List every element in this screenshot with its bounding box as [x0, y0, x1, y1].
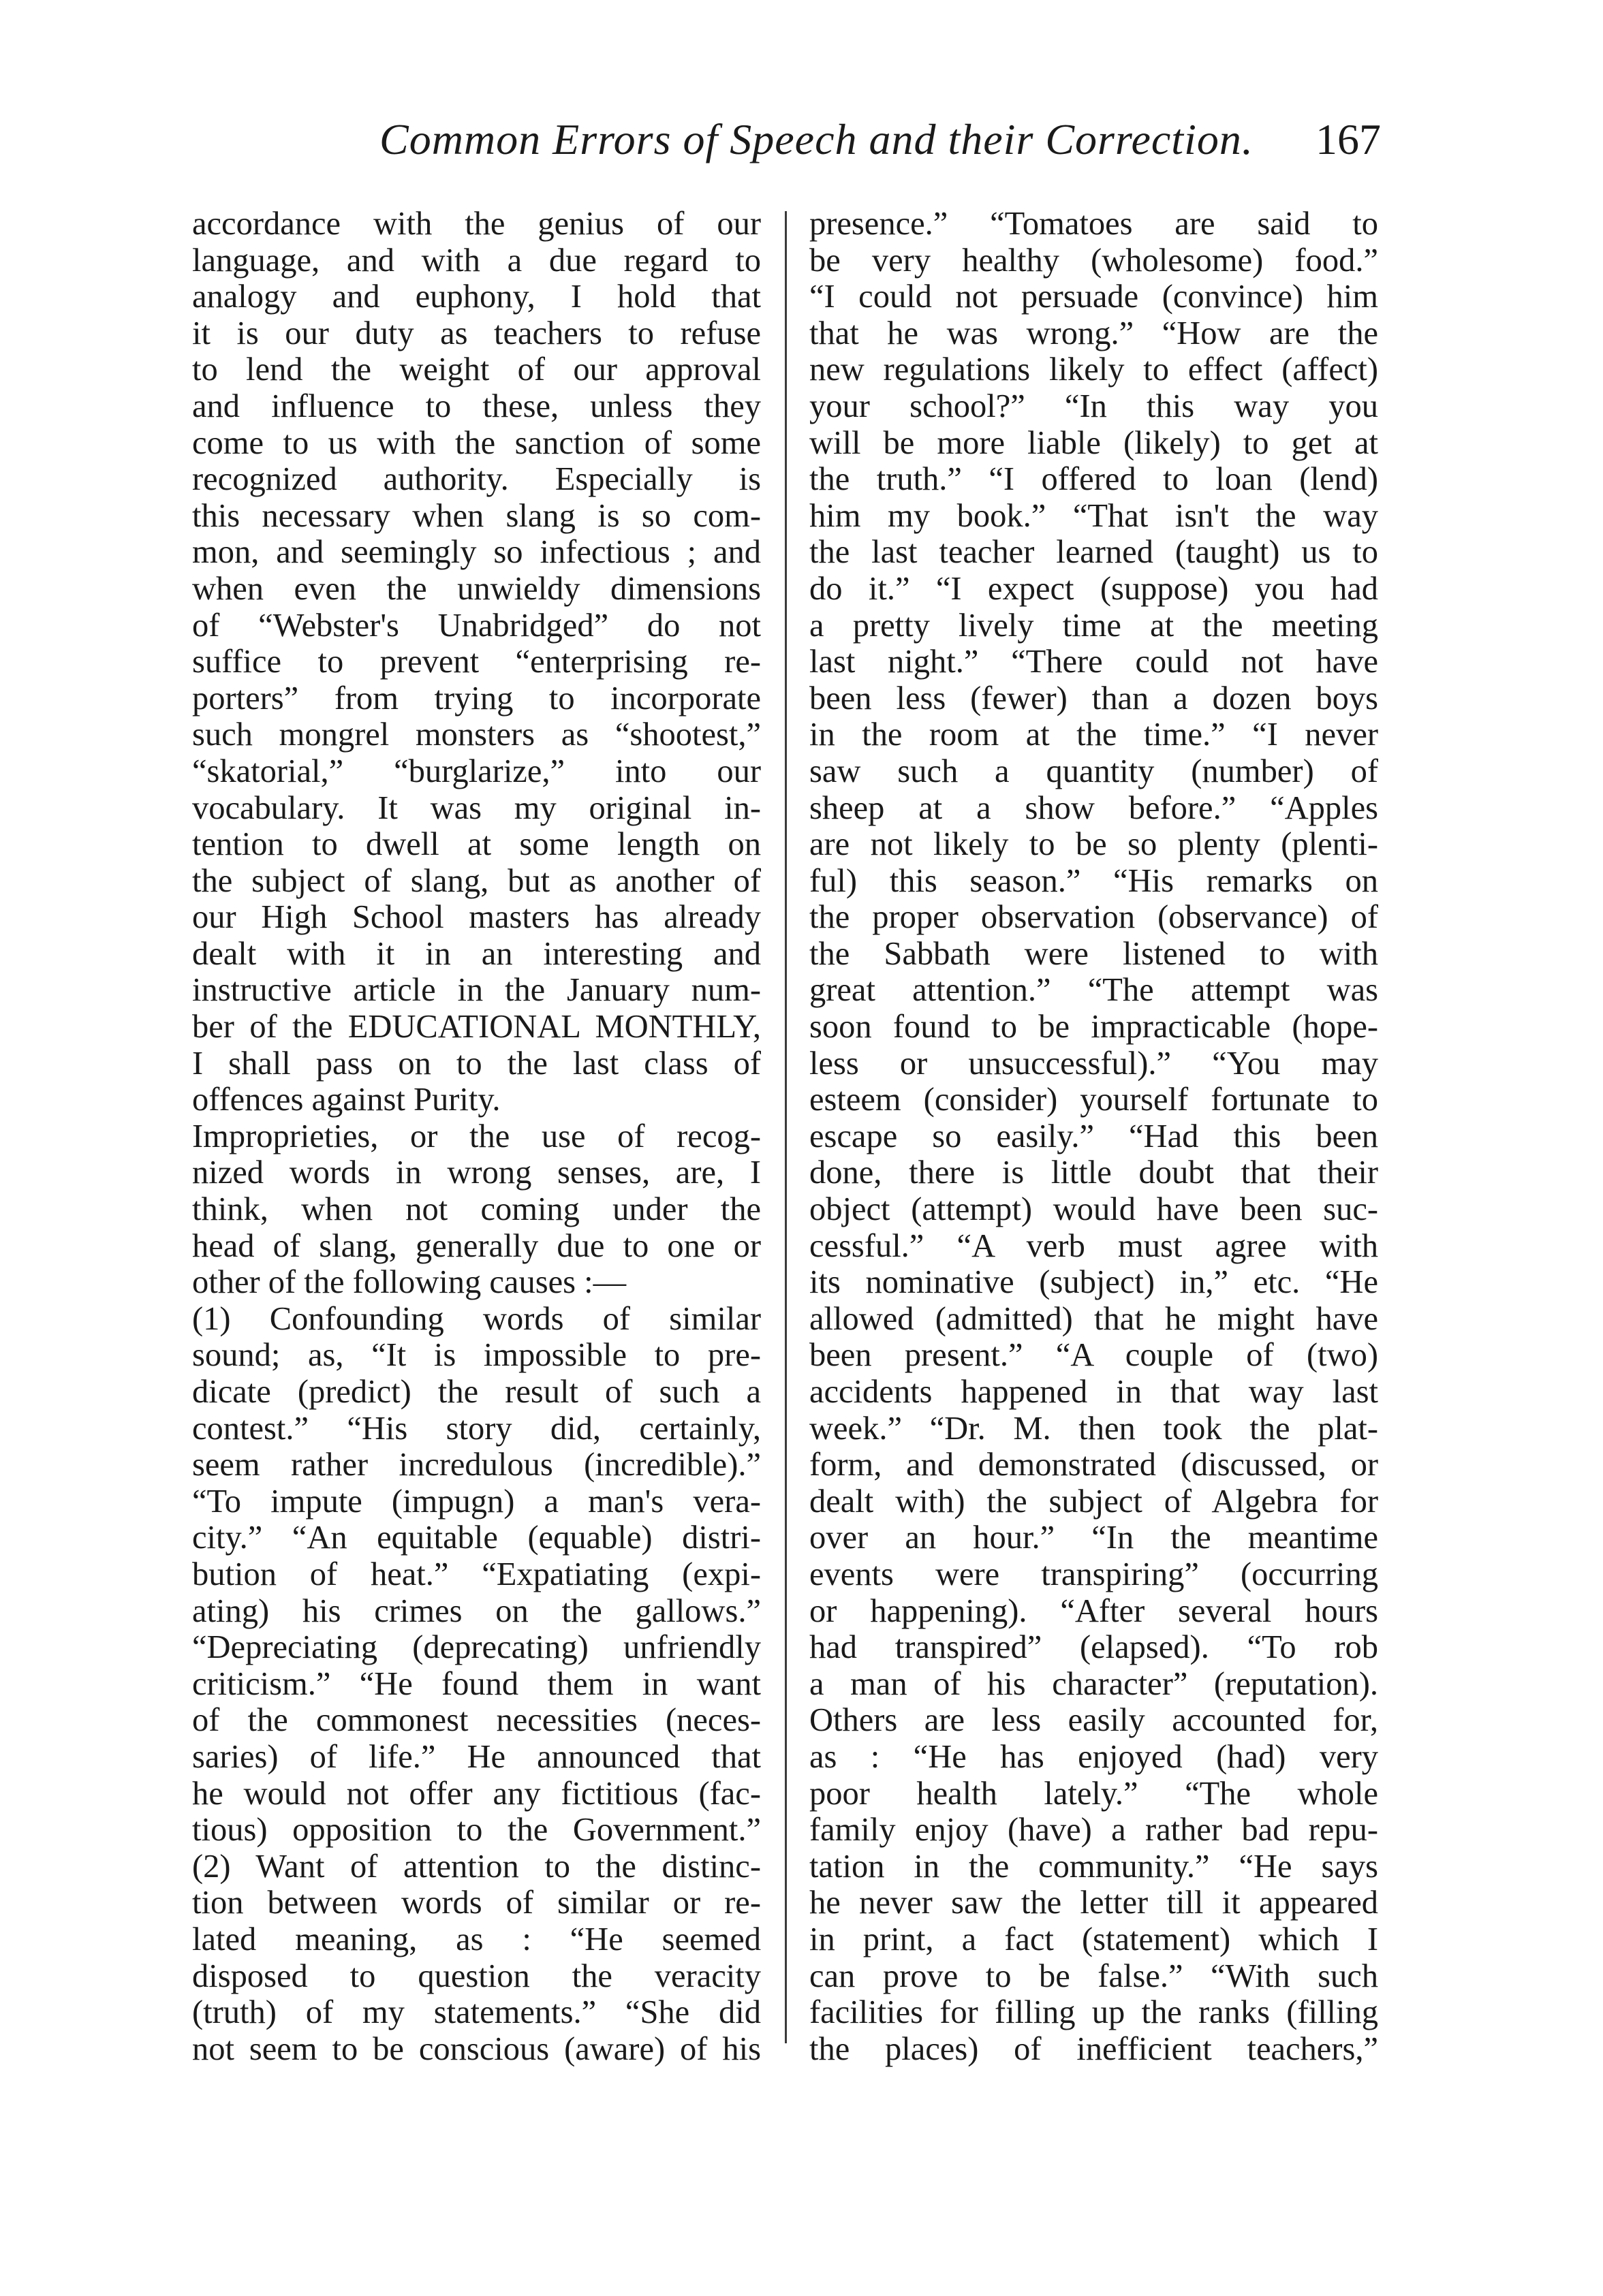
text-line: the last teacher learned (taught) us to [809, 534, 1378, 571]
text-line: (truth) of my statements.” “She did [192, 1994, 761, 2031]
text-line: he would not offer any fictitious (fac- [192, 1775, 761, 1812]
text-line: the truth.” “I offered to loan (lend) [809, 461, 1378, 498]
column-divider [785, 211, 787, 2043]
text-line: family enjoy (have) a rather bad repu- [809, 1812, 1378, 1849]
text-line: had transpired” (elapsed). “To rob [809, 1629, 1378, 1666]
text-line: its nominative (subject) in,” etc. “He [809, 1264, 1378, 1301]
text-line: “To impute (impugn) a man's vera- [192, 1483, 761, 1520]
text-line: “skatorial,” “burglarize,” into our [192, 753, 761, 789]
text-line: he never saw the letter till it appeared [809, 1885, 1378, 1921]
text-line: tention to dwell at some length on [192, 826, 761, 863]
text-line: poor health lately.” “The whole [809, 1775, 1378, 1812]
text-line: dealt with it in an interesting and [192, 935, 761, 972]
page-header [192, 114, 1381, 169]
text-line: other of the following causes :— [192, 1264, 627, 1301]
text-line: sound; as, “It is impossible to pre- [192, 1337, 761, 1374]
text-line: offences against Purity. [192, 1082, 501, 1118]
text-line: do it.” “I expect (suppose) you had [809, 570, 1378, 607]
text-line: ber of the EDUCATIONAL MONTHLY, [192, 1009, 761, 1045]
text-line: facilities for filling up the ranks (filling [809, 1994, 1378, 2031]
text-line: great attention.” “The attempt was [809, 972, 1378, 1009]
text-line: vocabulary. It was my original in- [192, 789, 761, 826]
text-line: in the room at the time.” “I never [809, 717, 1378, 753]
text-line: sheep at a show before.” “Apples [809, 789, 1378, 826]
text-line: cessful.” “A verb must agree with [809, 1227, 1378, 1264]
text-line: can prove to be false.” “With such [809, 1957, 1378, 1994]
text-line: instructive article in the January num- [192, 972, 761, 1009]
text-line: in print, a fact (statement) which I [809, 1921, 1378, 1957]
text-line: language, and with a due regard to [192, 242, 761, 279]
text-line: less or unsuccessful).” “You may [809, 1045, 1378, 1082]
text-line: city.” “An equitable (equable) distri- [192, 1520, 761, 1556]
text-line: your school?” “In this way you [809, 388, 1378, 424]
text-line: when even the unwieldy dimensions [192, 570, 761, 607]
text-line: escape so easily.” “Had this been [809, 1118, 1378, 1154]
text-line: Others are less easily accounted for, [809, 1702, 1378, 1739]
left-column [192, 206, 761, 2067]
text-line: or happening). “After several hours [809, 1592, 1378, 1629]
page-number: 167 [1316, 115, 1381, 163]
text-line: week.” “Dr. M. then took the plat- [809, 1410, 1378, 1447]
text-line: such mongrel monsters as “shootest,” [192, 717, 761, 753]
text-line: Improprieties, or the use of recog- [192, 1118, 761, 1154]
text-line: and influence to these, unless they [192, 388, 761, 424]
text-line: that he was wrong.” “How are the [809, 315, 1378, 351]
text-line: tion between words of similar or re- [192, 1885, 761, 1921]
text-line: the proper observation (observance) of [809, 899, 1378, 936]
text-line: new regulations likely to effect (affect) [809, 351, 1378, 388]
text-line: are not likely to be so plenty (plenti- [809, 826, 1378, 863]
text-line: I shall pass on to the last class of [192, 1045, 761, 1082]
text-line: head of slang, generally due to one or [192, 1227, 761, 1264]
text-line: saries) of life.” He announced that [192, 1738, 761, 1775]
text-line: events were transpiring” (occurring [809, 1556, 1378, 1592]
text-line: presence.” “Tomatoes are said to [809, 206, 1378, 242]
text-line: of “Webster's Unabridged” do not [192, 607, 761, 644]
text-line: saw such a quantity (number) of [809, 753, 1378, 789]
text-line: our High School masters has already [192, 899, 761, 936]
text-line: seem rather incredulous (incredible).” [192, 1447, 761, 1483]
text-line: last night.” “There could not have [809, 644, 1378, 680]
text-line: criticism.” “He found them in want [192, 1665, 761, 1702]
text-line: ating) his crimes on the gallows.” [192, 1592, 761, 1629]
text-line: ful) this season.” “His remarks on [809, 862, 1378, 899]
text-line: dicate (predict) the result of such a [192, 1374, 761, 1410]
text-line: not seem to be conscious (aware) of his [192, 2030, 761, 2067]
text-line: disposed to question the veracity [192, 1957, 761, 1994]
text-line: as : “He has enjoyed (had) very [809, 1738, 1378, 1775]
text-line: suffice to prevent “enterprising re- [192, 644, 761, 680]
text-line: been present.” “A couple of (two) [809, 1337, 1378, 1374]
text-line: a man of his character” (reputation). [809, 1665, 1378, 1702]
text-line: the places) of inefficient teachers,” [809, 2030, 1378, 2067]
text-line: a pretty lively time at the meeting [809, 607, 1378, 644]
text-line: the Sabbath were listened to with [809, 935, 1378, 972]
text-line: been less (fewer) than a dozen boys [809, 680, 1378, 717]
text-line: form, and demonstrated (discussed, or [809, 1447, 1378, 1483]
text-line: nized words in wrong senses, are, I [192, 1154, 761, 1191]
text-line: (2) Want of attention to the distinc- [192, 1848, 761, 1885]
text-line: “Depreciating (deprecating) unfriendly [192, 1629, 761, 1666]
text-line: porters” from trying to incorporate [192, 680, 761, 717]
running-title: Common Errors of Speech and their Correction. [379, 115, 1254, 163]
text-line: will be more liable (likely) to get at [809, 424, 1378, 461]
text-line: accordance with the genius of our [192, 206, 761, 242]
text-line: allowed (admitted) that he might have [809, 1300, 1378, 1337]
text-line: of the commonest necessities (neces- [192, 1702, 761, 1739]
text-line: (1) Confounding words of similar [192, 1300, 761, 1337]
right-column [809, 206, 1378, 2067]
text-line: it is our duty as teachers to refuse [192, 315, 761, 351]
text-line: to lend the weight of our approval [192, 351, 761, 388]
text-line: lated meaning, as : “He seemed [192, 1921, 761, 1957]
text-line: object (attempt) would have been suc- [809, 1191, 1378, 1228]
text-line: the subject of slang, but as another of [192, 862, 761, 899]
text-line: think, when not coming under the [192, 1191, 761, 1228]
text-line: be very healthy (wholesome) food.” [809, 242, 1378, 279]
text-line: come to us with the sanction of some [192, 424, 761, 461]
text-line: “I could not persuade (convince) him [809, 279, 1378, 315]
text-line: recognized authority. Especially is [192, 461, 761, 498]
text-line: tation in the community.” “He says [809, 1848, 1378, 1885]
text-line: over an hour.” “In the meantime [809, 1520, 1378, 1556]
text-line: analogy and euphony, I hold that [192, 279, 761, 315]
text-line: done, there is little doubt that their [809, 1154, 1378, 1191]
text-line: bution of heat.” “Expatiating (expi- [192, 1556, 761, 1592]
text-line: him my book.” “That isn't the way [809, 497, 1378, 534]
text-line: tious) opposition to the Government.” [192, 1812, 761, 1849]
text-line: contest.” “His story did, certainly, [192, 1410, 761, 1447]
text-line: this necessary when slang is so com- [192, 497, 761, 534]
text-line: esteem (consider) yourself fortunate to [809, 1082, 1378, 1118]
text-line: dealt with) the subject of Algebra for [809, 1483, 1378, 1520]
text-line: mon, and seemingly so infectious ; and [192, 534, 761, 571]
text-line: soon found to be impracticable (hope- [809, 1009, 1378, 1045]
text-line: accidents happened in that way last [809, 1374, 1378, 1410]
